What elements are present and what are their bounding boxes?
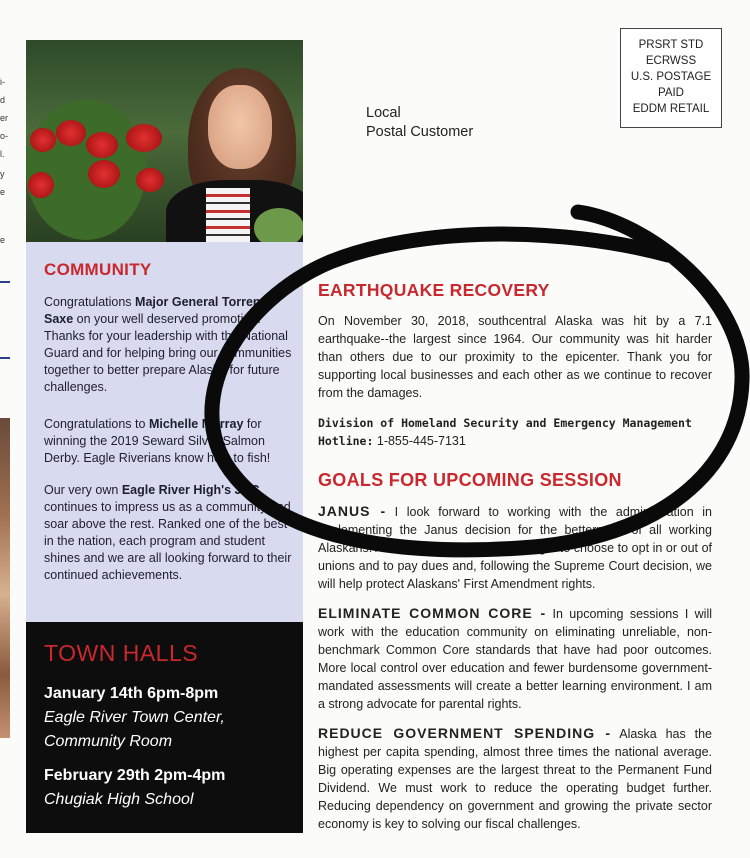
strip-text: l.	[0, 149, 5, 159]
strip-text: d	[0, 95, 6, 105]
postage-line: PAID	[658, 87, 684, 99]
strip-text: e	[0, 187, 6, 197]
goal-common-core: ELIMINATE COMMON CORE - In upcoming sessions I will work with the education community on eliminating unreliable, non-benchmark Common Core standards that have had poor outcomes. More local control over education and fewer burdensome government-mandated assessments will create a better learning environment. I am a strong advocate for parental rights.	[318, 605, 713, 711]
earthquake-body: On November 30, 2018, southcentral Alaska was hit by a 7.1 earthquake--the largest since 1964. Our community was hit harder than others due to our proximity to the epicenter. Thank you for supporting local businesses and each other as we continue to recover from the damages.	[318, 314, 712, 400]
woman-face	[208, 85, 272, 169]
strip-text: e	[0, 235, 6, 245]
strip-text: er	[0, 113, 9, 123]
strip-text: i-	[0, 77, 5, 87]
recipient-address	[366, 104, 473, 142]
community-section	[26, 242, 303, 622]
adjacent-page-strip	[0, 40, 12, 820]
strip-text: y	[0, 169, 5, 179]
postage-line: PRSRT STD	[638, 39, 704, 51]
foreground-leaf	[254, 208, 303, 242]
hotline-number: 1-855-445-7131	[373, 434, 466, 448]
recipient-line: Local	[366, 105, 401, 121]
hotline-label: Hotline:	[318, 434, 374, 448]
red-flower	[30, 128, 56, 152]
postage-line: U.S. POSTAGE	[630, 71, 712, 83]
town-halls-title: TOWN HALLS	[44, 640, 199, 666]
goals-title: GOALS FOR UPCOMING SESSION	[318, 470, 622, 490]
event-place: Eagle River Town Center,	[44, 709, 225, 726]
event-place: Community Room	[44, 733, 173, 750]
goal-janus: JANUS - I look forward to working with the administration in implementing the Janus decision for the betterment of all working Alaskans. All workers should have the right to choose to opt in or out of unions and to pay dues and, following the Supreme Court decision, we will help protect Alaskans' First Amendment rights.	[318, 503, 712, 591]
woman-shirt	[206, 188, 250, 242]
red-flower	[136, 168, 164, 192]
event-date: February 29th 2pm-4pm	[44, 767, 226, 784]
red-flower	[88, 160, 120, 188]
red-flower	[56, 120, 86, 146]
strip-divider	[0, 357, 10, 359]
red-flower	[28, 172, 54, 198]
strip-divider	[0, 281, 10, 283]
recipient-line: Postal Customer	[366, 124, 474, 140]
division-name: Division of Homeland Security and Emergency Management	[318, 416, 692, 430]
event-date: January 14th 6pm-8pm	[44, 685, 219, 702]
town-halls-section	[26, 622, 303, 833]
postage-indicia	[620, 28, 722, 128]
earthquake-title: EARTHQUAKE RECOVERY	[318, 280, 550, 300]
community-title: COMMUNITY	[44, 260, 152, 279]
community-paragraph-jrc: Our very own Eagle River High's JRC continues to impress us as a community and soar above the rest. Ranked one of the best in the nation, each program and student shines and we are all looking forward to their continued achievements.	[44, 483, 292, 582]
red-flower	[126, 124, 162, 152]
goal-spending: REDUCE GOVERNMENT SPENDING - Alaska has the highest per capita spending, almost three times the national average. Big operating expenses are the largest threat to the Permanent Fund Dividend. We must work to reduce the operating budget further. Reducing dependency on government and growing the private sector economy is key to solving our fiscal challenges.	[318, 725, 712, 831]
portrait-photo	[26, 40, 303, 242]
event-place: Chugiak High School	[44, 791, 194, 808]
strip-text: o-	[0, 131, 9, 141]
red-flower	[86, 132, 118, 158]
community-paragraph-murray: Congratulations to Michelle Murray for winning the 2019 Seward Silver Salmon Derby. Eagle Riverians know how to fish!	[44, 417, 271, 465]
postage-line: ECRWSS	[645, 55, 697, 67]
strip-photo	[0, 418, 10, 738]
postage-line: EDDM RETAIL	[632, 103, 710, 115]
community-paragraph-saxe: Congratulations Major General Torrence Saxe on your well deserved promotion. Thanks for your leadership with the National Guard and for helping bring our communities together to better prepare Alaska for future challenges.	[44, 295, 292, 394]
foliage	[26, 100, 146, 240]
earthquake-contact	[318, 414, 712, 450]
